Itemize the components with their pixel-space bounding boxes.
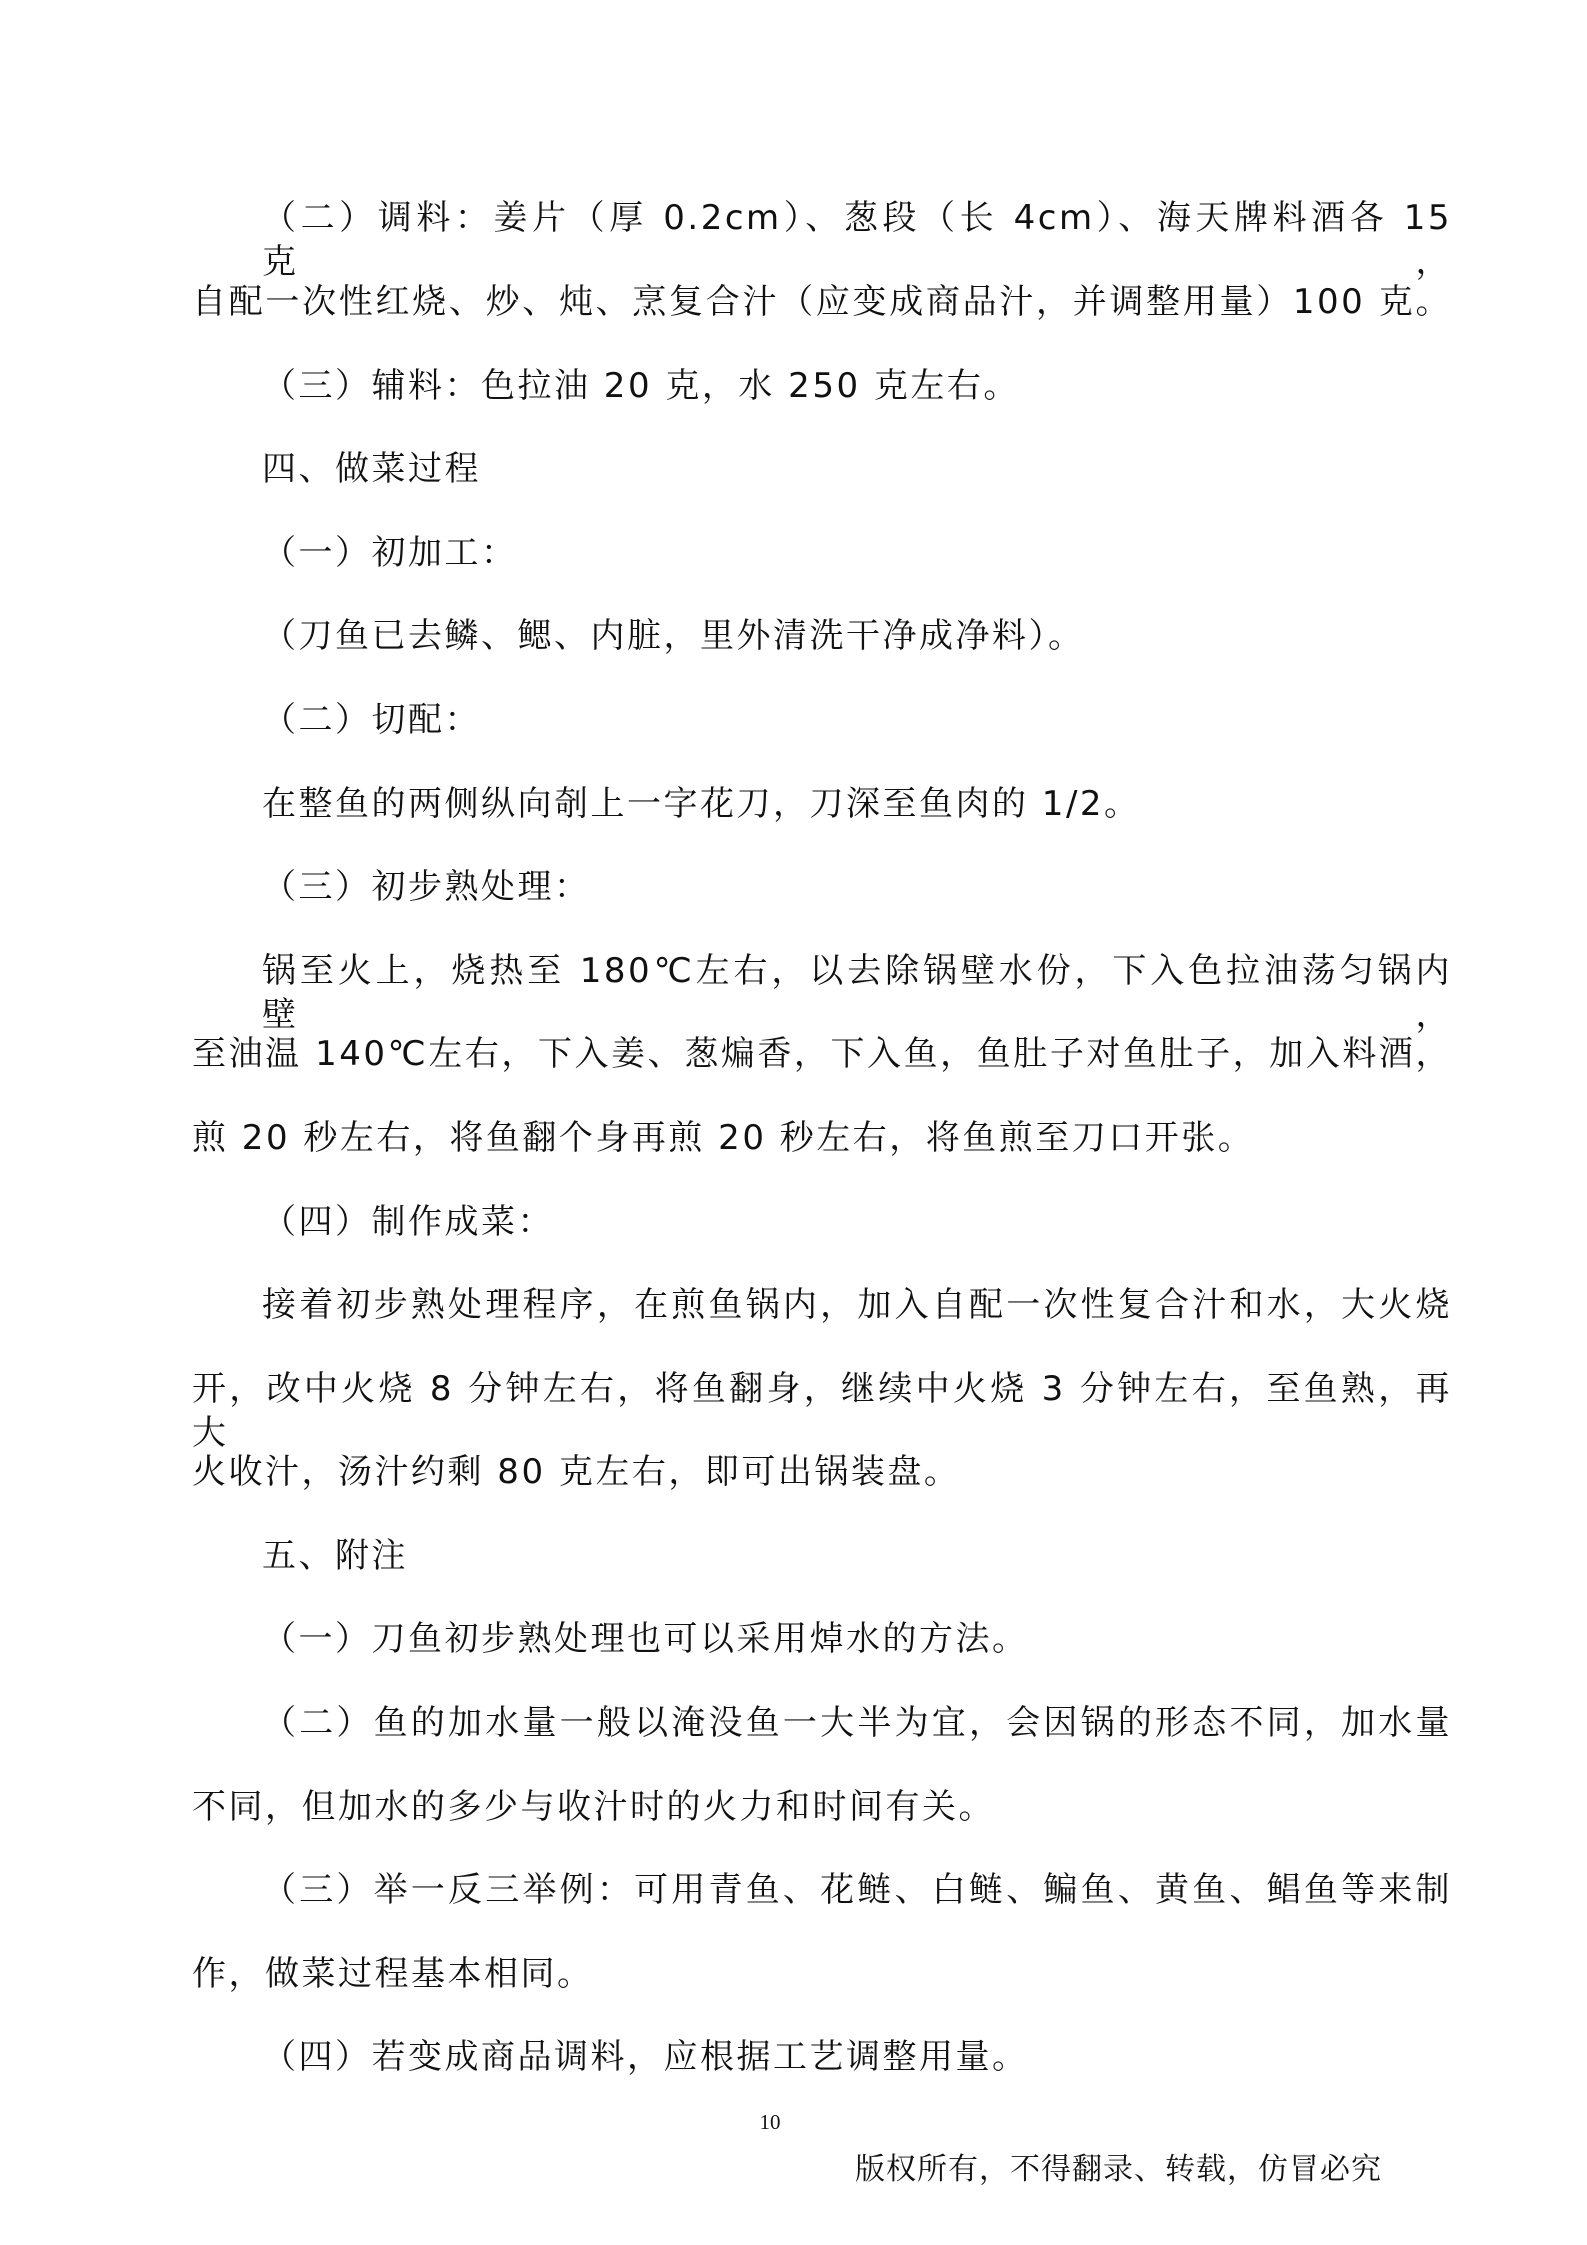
section-heading-cooking-process: 四、做菜过程 bbox=[262, 449, 481, 489]
paragraph-finishing-line-1: 接着初步熟处理程序，在煎鱼锅内，加入自配一次性复合汁和水，大火烧 bbox=[262, 1285, 1452, 1325]
paragraph-seasoning-line-1: （二）调料：姜片（厚 0.2cm）、葱段（长 4cm）、海天牌料酒各 15 克， bbox=[262, 198, 1452, 282]
subheading-preliminary-processing: （一）初加工： bbox=[262, 533, 518, 573]
note-2-line-2: 不同，但加水的多少与收汁时的火力和时间有关。 bbox=[192, 1787, 995, 1827]
subheading-initial-cooking: （三）初步熟处理： bbox=[262, 867, 591, 907]
paragraph-initial-cooking-line-2: 至油温 140℃左右，下入姜、葱煸香，下入鱼，鱼肚子对鱼肚子，加入料酒， bbox=[192, 1034, 1452, 1074]
subheading-finishing: （四）制作成菜： bbox=[262, 1202, 554, 1242]
copyright-notice: 版权所有，不得翻录、转载，仿冒必究 bbox=[855, 2152, 1382, 2187]
paragraph-seasoning-line-2: 自配一次性红烧、炒、炖、烹复合汁（应变成商品汁，并调整用量）100 克。 bbox=[192, 282, 1452, 322]
paragraph-auxiliary: （三）辅料：色拉油 20 克，水 250 克左右。 bbox=[262, 366, 1020, 406]
paragraph-preliminary-processing: （刀鱼已去鳞、鳃、内脏，里外清洗干净成净料）。 bbox=[262, 616, 1085, 656]
paragraph-finishing-line-2: 开，改中火烧 8 分钟左右，将鱼翻身，继续中火烧 3 分钟左右，至鱼熟，再大 bbox=[192, 1369, 1452, 1453]
paragraph-initial-cooking-line-1: 锅至火上，烧热至 180℃左右，以去除锅壁水份，下入色拉油荡匀锅内壁， bbox=[262, 951, 1452, 1035]
note-1: （一）刀鱼初步熟处理也可以采用焯水的方法。 bbox=[262, 1619, 1029, 1659]
paragraph-initial-cooking-line-3: 煎 20 秒左右，将鱼翻个身再煎 20 秒左右，将鱼煎至刀口开张。 bbox=[192, 1118, 1255, 1158]
paragraph-cutting: 在整鱼的两侧纵向剞上一字花刀，刀深至鱼肉的 1/2。 bbox=[262, 784, 1141, 824]
note-4: （四）若变成商品调料，应根据工艺调整用量。 bbox=[262, 2037, 1029, 2077]
note-2-line-1: （二）鱼的加水量一般以淹没鱼一大半为宜，会因锅的形态不同，加水量 bbox=[262, 1703, 1452, 1743]
page-number: 10 bbox=[759, 2110, 781, 2134]
note-3-line-2: 作，做菜过程基本相同。 bbox=[192, 1954, 594, 1994]
subheading-cutting: （二）切配： bbox=[262, 700, 481, 740]
paragraph-finishing-line-3: 火收汁，汤汁约剩 80 克左右，即可出锅装盘。 bbox=[192, 1452, 961, 1492]
note-3-line-1: （三）举一反三举例：可用青鱼、花鲢、白鲢、鳊鱼、黄鱼、鲳鱼等来制 bbox=[262, 1870, 1452, 1910]
section-heading-notes: 五、附注 bbox=[262, 1536, 408, 1576]
